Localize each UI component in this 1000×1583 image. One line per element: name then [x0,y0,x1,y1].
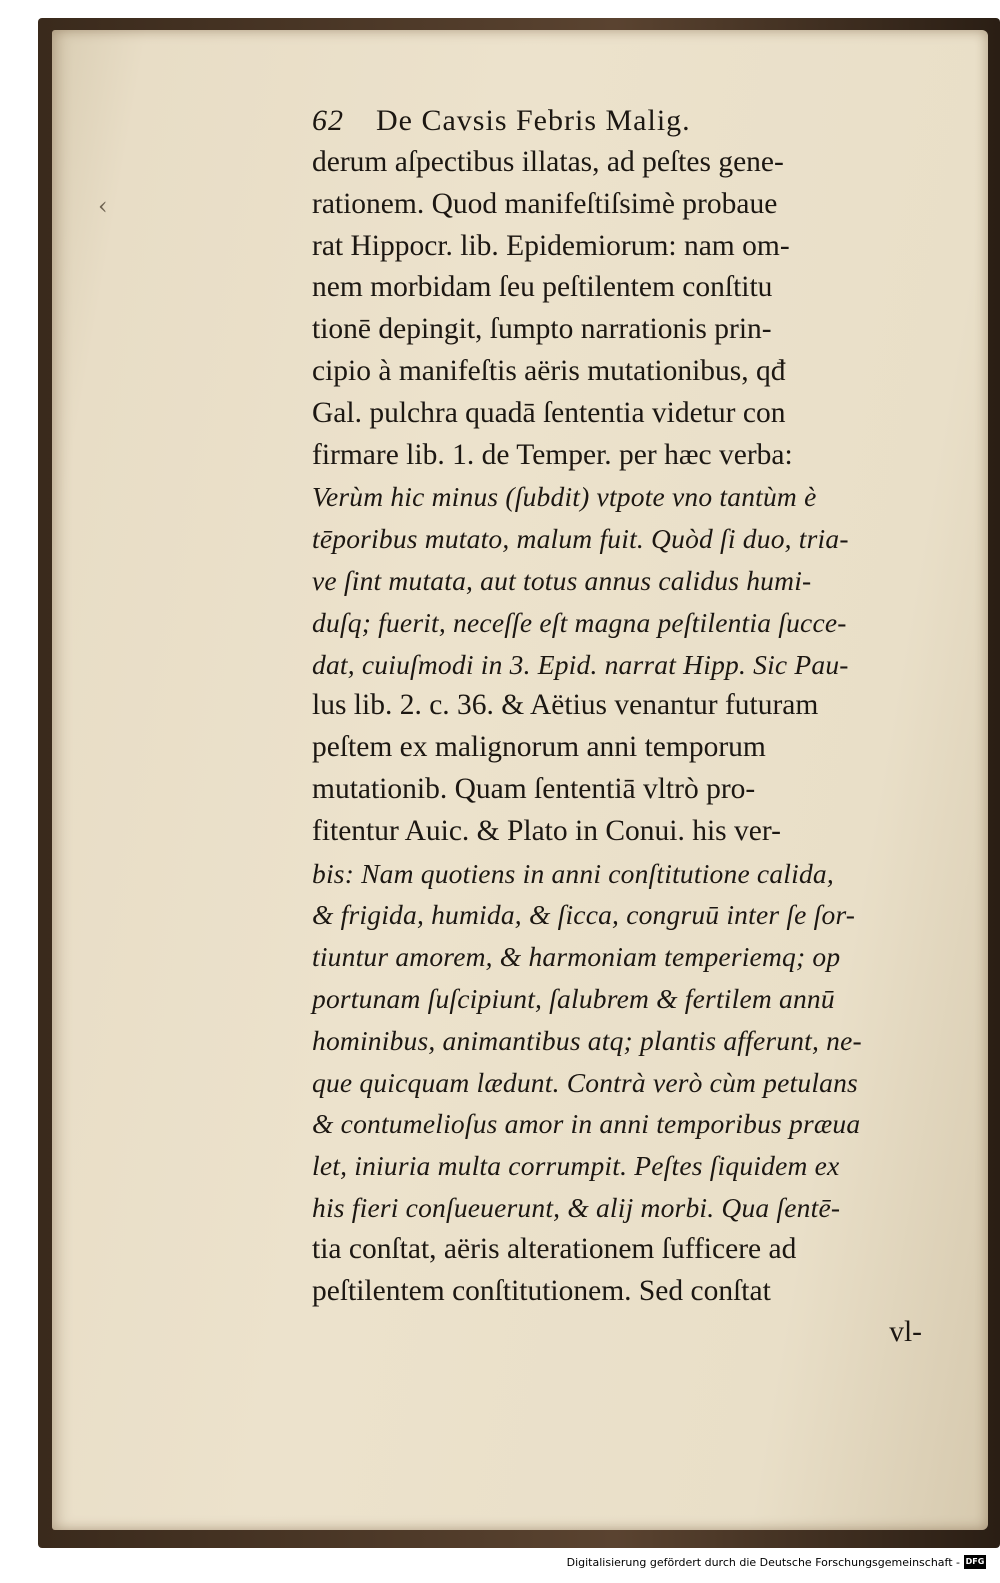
running-header [312,100,932,142]
text-line: firmare lib. 1. de Temper. per hæc verba: [312,438,793,471]
digitization-footer [0,1548,1000,1583]
text-line: bis: Nam quotiens in anni conſtitutione calida, [312,857,834,889]
text-line: let, iniuria multa corrumpit. Peſtes ſiquidem ex [312,1150,840,1182]
text-line: peſtilentem conſtitutionem. Sed conſtat [312,1274,771,1307]
text-line: rationem. Quod manifeſtiſsimè probaue [312,187,778,220]
text-line: & contumelioſus amor in anni temporibus præua [312,1108,861,1140]
text-line: tēporibus mutato, malum fuit. Quòd ſi duo, tria- [312,523,849,555]
text-line: mutationib. Quam ſententiā vltrò pro- [312,772,756,805]
text-line: dat, cuiuſmodi in 3. Epid. narrat Hipp. Sic Pau- [312,648,849,680]
margin-mark: ‹ [98,192,108,220]
text-line: fitentur Auic. & Plato in Conui. his ver- [312,814,781,847]
text-line: cipio à manifeſtis aëris mutationibus, qđ [312,354,786,387]
text-line: Verùm hic minus (ſubdit) vtpote vno tantùm è [312,481,817,513]
text-line: his fieri conſueuerunt, & alij morbi. Qua ſentē- [312,1191,841,1223]
text-line: lus lib. 2. c. 36. & Aëtius venantur futuram [312,689,819,722]
text-line: nem morbidam ſeu peſtilentem conſtitu [312,271,773,304]
page-text-block [312,100,932,1354]
running-head-title: De Cavsis Febris Malig. [376,104,691,137]
catchword: vl- [889,1316,922,1349]
text-line: Gal. pulchra quadā ſententia videtur con [312,396,786,429]
text-line: que quicquam lædunt. Contrà verò cùm petulans [312,1066,858,1098]
text-line: tia conſtat, aëris alterationem ſufficere ad [312,1232,797,1265]
text-line: duſq; fuerit, neceſſe eſt magna peſtilentia ſucce- [312,606,847,638]
text-line: portunam ſuſcipiunt, ſalubrem & fertilem annū [312,982,835,1014]
text-line: peſtem ex malignorum anni temporum [312,731,766,764]
text-line: ve ſint mutata, aut totus annus calidus humi- [312,564,812,596]
text-line: & frigida, humida, & ſicca, congruū inter ſe ſor- [312,899,856,931]
body-text [312,142,932,1312]
page-number: 62 [312,104,344,137]
text-line: tionē depingit, ſumpto narrationis prin- [312,313,772,346]
funding-credit: Digitalisierung gefördert durch die Deutsche Forschungsgemeinschaft - [566,1556,960,1569]
text-line: derum aſpectibus illatas, ad peſtes gene- [312,146,784,178]
dfg-logo: DFG [964,1555,986,1569]
text-line: tiuntur amorem, & harmoniam temperiemq; op [312,941,841,973]
text-line: rat Hippocr. lib. Epidemiorum: nam om- [312,229,790,262]
text-line: hominibus, animantibus atq; plantis afferunt, ne- [312,1024,862,1056]
